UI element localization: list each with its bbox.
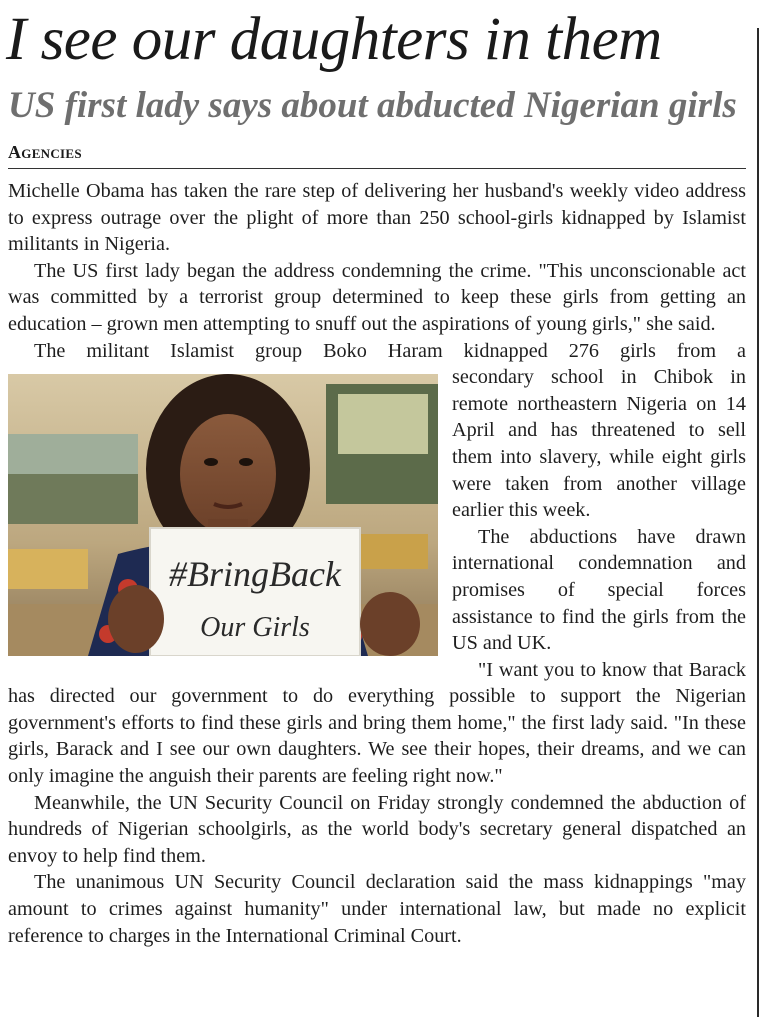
byline-divider <box>8 168 746 169</box>
paragraph-1: Michelle Obama has taken the rare step of delivering her husband's weekly video address to express outrage over the plight of more than 250 school-girls kidnapped by Islamist militants in Nigeria. <box>8 180 746 256</box>
paragraph-7: The unanimous UN Security Council declaration said the mass kidnappings "may amount to crimes against humanity" under international law, but made no explicit reference to charges in the International Criminal Court. <box>8 871 746 947</box>
subheadline: US first lady says about abducted Nigerian girls <box>8 85 737 126</box>
headline: I see our daughters in them <box>6 6 662 73</box>
article-photo <box>8 374 438 656</box>
face <box>180 414 276 534</box>
sign-text-line-2: Our Girls <box>200 612 310 644</box>
column-rule <box>757 28 759 1017</box>
paragraph-2: The US first lady began the address condemning the crime. "This unconscionable act was committed by a terrorist group determined to keep these girls from getting an education – grown men attempting to snuff out the aspirations of young girls," she said. <box>8 259 746 335</box>
sign-text-line-1: #BringBack <box>169 554 341 595</box>
byline: Agencies <box>8 142 82 162</box>
photo-illustration <box>8 374 438 656</box>
paragraph-5: "I want you to know that Barack has directed our government to do everything possible to support the Nigerian government's efforts to find these girls and bring them home," the first lady said. "In these girls, Barack and I see our own daughters. We see their hopes, their dreams, and we can only imagine the anguish their parents are feeling right now." <box>8 658 746 788</box>
right-hand <box>360 592 420 656</box>
paragraph-3: secondary school in Chibok in remote northeastern Nigeria on 14 April and has threatened to sell them into slavery, while eight girls were taken from another village earlier this week. <box>452 366 746 522</box>
paragraph-6: Meanwhile, the UN Security Council on Friday strongly condemned the abduction of hundreds of Nigerian schoolgirls, as the world body's secretary general dispatched an envoy to help find them. <box>8 791 746 867</box>
left-hand <box>108 585 164 653</box>
paragraph-4: The abductions have drawn international condemnation and promises of special forces assistance to find the girls from the US and UK. <box>452 525 746 655</box>
paragraph-3-lead: The militant Islamist group Boko Haram kidnapped 276 girls from a <box>34 339 746 362</box>
article-body <box>8 178 746 949</box>
